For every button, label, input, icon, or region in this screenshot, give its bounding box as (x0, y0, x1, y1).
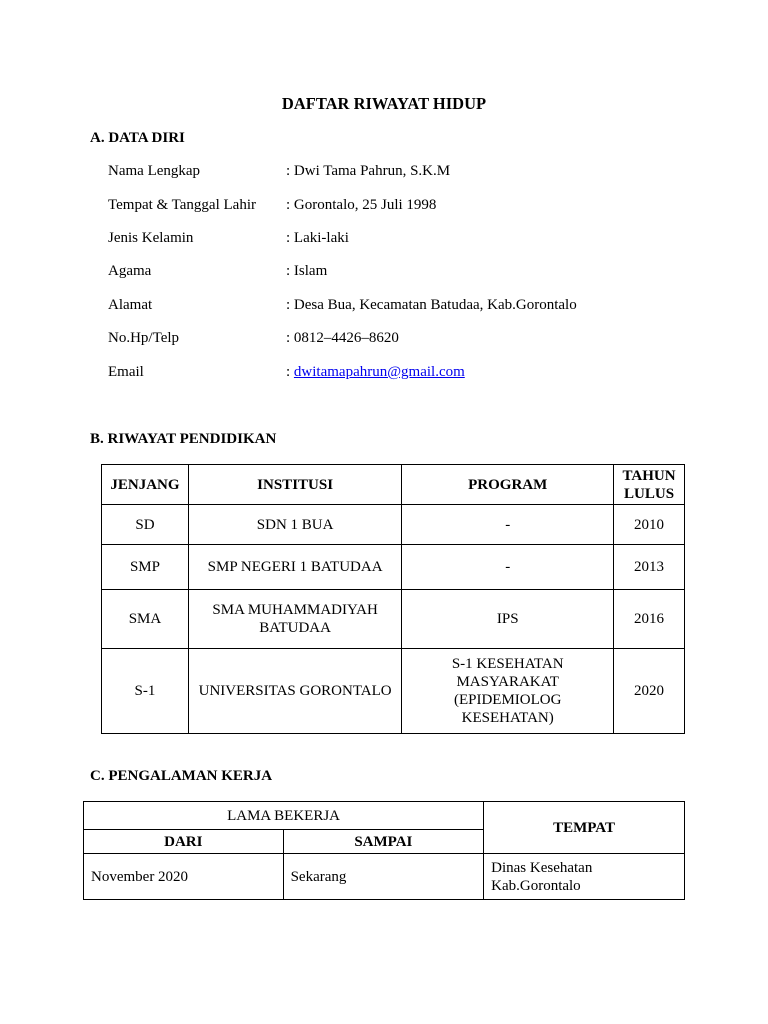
field-label-email: Email (108, 364, 144, 380)
cell-tahun: 2013 (614, 545, 685, 590)
cell-jenjang: SMP (102, 545, 189, 590)
header-jenjang: JENJANG (102, 465, 189, 505)
table-header-row (84, 802, 685, 830)
header-tahun-lulus: TAHUN LULUS (614, 465, 685, 505)
cell-institusi: SMP NEGERI 1 BATUDAA (188, 545, 401, 590)
table-row (102, 505, 685, 545)
field-value-phone: : 0812–4426–8620 (286, 330, 399, 346)
cell-program: S-1 KESEHATAN MASYARAKAT (EPIDEMIOLOG KESEHATAN) (402, 649, 614, 734)
table-row (102, 545, 685, 590)
cell-program: - (402, 545, 614, 590)
header-tempat: TEMPAT (484, 802, 685, 854)
table-row (102, 649, 685, 734)
cell-institusi: SMA MUHAMMADIYAH BATUDAA (188, 590, 401, 649)
section-a-heading: A. DATA DIRI (90, 130, 185, 146)
header-institusi: INSTITUSI (188, 465, 401, 505)
field-value-email (286, 364, 465, 381)
table-row (102, 590, 685, 649)
cell-tempat: Dinas Kesehatan Kab.Gorontalo (484, 854, 685, 900)
field-value-address: : Desa Bua, Kecamatan Batudaa, Kab.Gorontalo (286, 297, 577, 313)
cell-dari: November 2020 (84, 854, 284, 900)
section-b-heading: B. RIWAYAT PENDIDIKAN (90, 431, 277, 447)
cell-institusi: SDN 1 BUA (188, 505, 401, 545)
header-sampai: SAMPAI (283, 830, 484, 854)
header-program: PROGRAM (402, 465, 614, 505)
work-experience-table (83, 801, 685, 900)
cell-jenjang: SD (102, 505, 189, 545)
cell-tahun: 2016 (614, 590, 685, 649)
field-value-religion: : Islam (286, 263, 328, 279)
cell-tahun: 2020 (614, 649, 685, 734)
field-label-birth: Tempat & Tanggal Lahir (108, 197, 256, 213)
education-table (101, 464, 685, 734)
field-label-religion: Agama (108, 263, 152, 279)
field-value-name: : Dwi Tama Pahrun, S.K.M (286, 163, 451, 179)
header-lama-bekerja: LAMA BEKERJA (84, 802, 484, 830)
field-value-birth: : Gorontalo, 25 Juli 1998 (286, 197, 437, 213)
email-prefix: : (286, 364, 294, 380)
field-label-phone: No.Hp/Telp (108, 330, 180, 346)
table-row (84, 854, 685, 900)
field-value-gender: : Laki-laki (286, 230, 349, 246)
field-label-address: Alamat (108, 297, 153, 313)
cell-jenjang: S-1 (102, 649, 189, 734)
page-title: DAFTAR RIWAYAT HIDUP (281, 94, 487, 113)
cell-institusi: UNIVERSITAS GORONTALO (188, 649, 401, 734)
cell-jenjang: SMA (102, 590, 189, 649)
cell-program: IPS (402, 590, 614, 649)
table-header-row (102, 465, 685, 505)
cell-sampai: Sekarang (283, 854, 484, 900)
field-label-gender: Jenis Kelamin (108, 230, 194, 246)
header-dari: DARI (84, 830, 284, 854)
email-link[interactable]: dwitamapahrun@gmail.com (293, 364, 465, 380)
cell-program: - (402, 505, 614, 545)
field-label-name: Nama Lengkap (108, 163, 201, 179)
cell-tahun: 2010 (614, 505, 685, 545)
section-c-heading: C. PENGALAMAN KERJA (90, 768, 273, 784)
